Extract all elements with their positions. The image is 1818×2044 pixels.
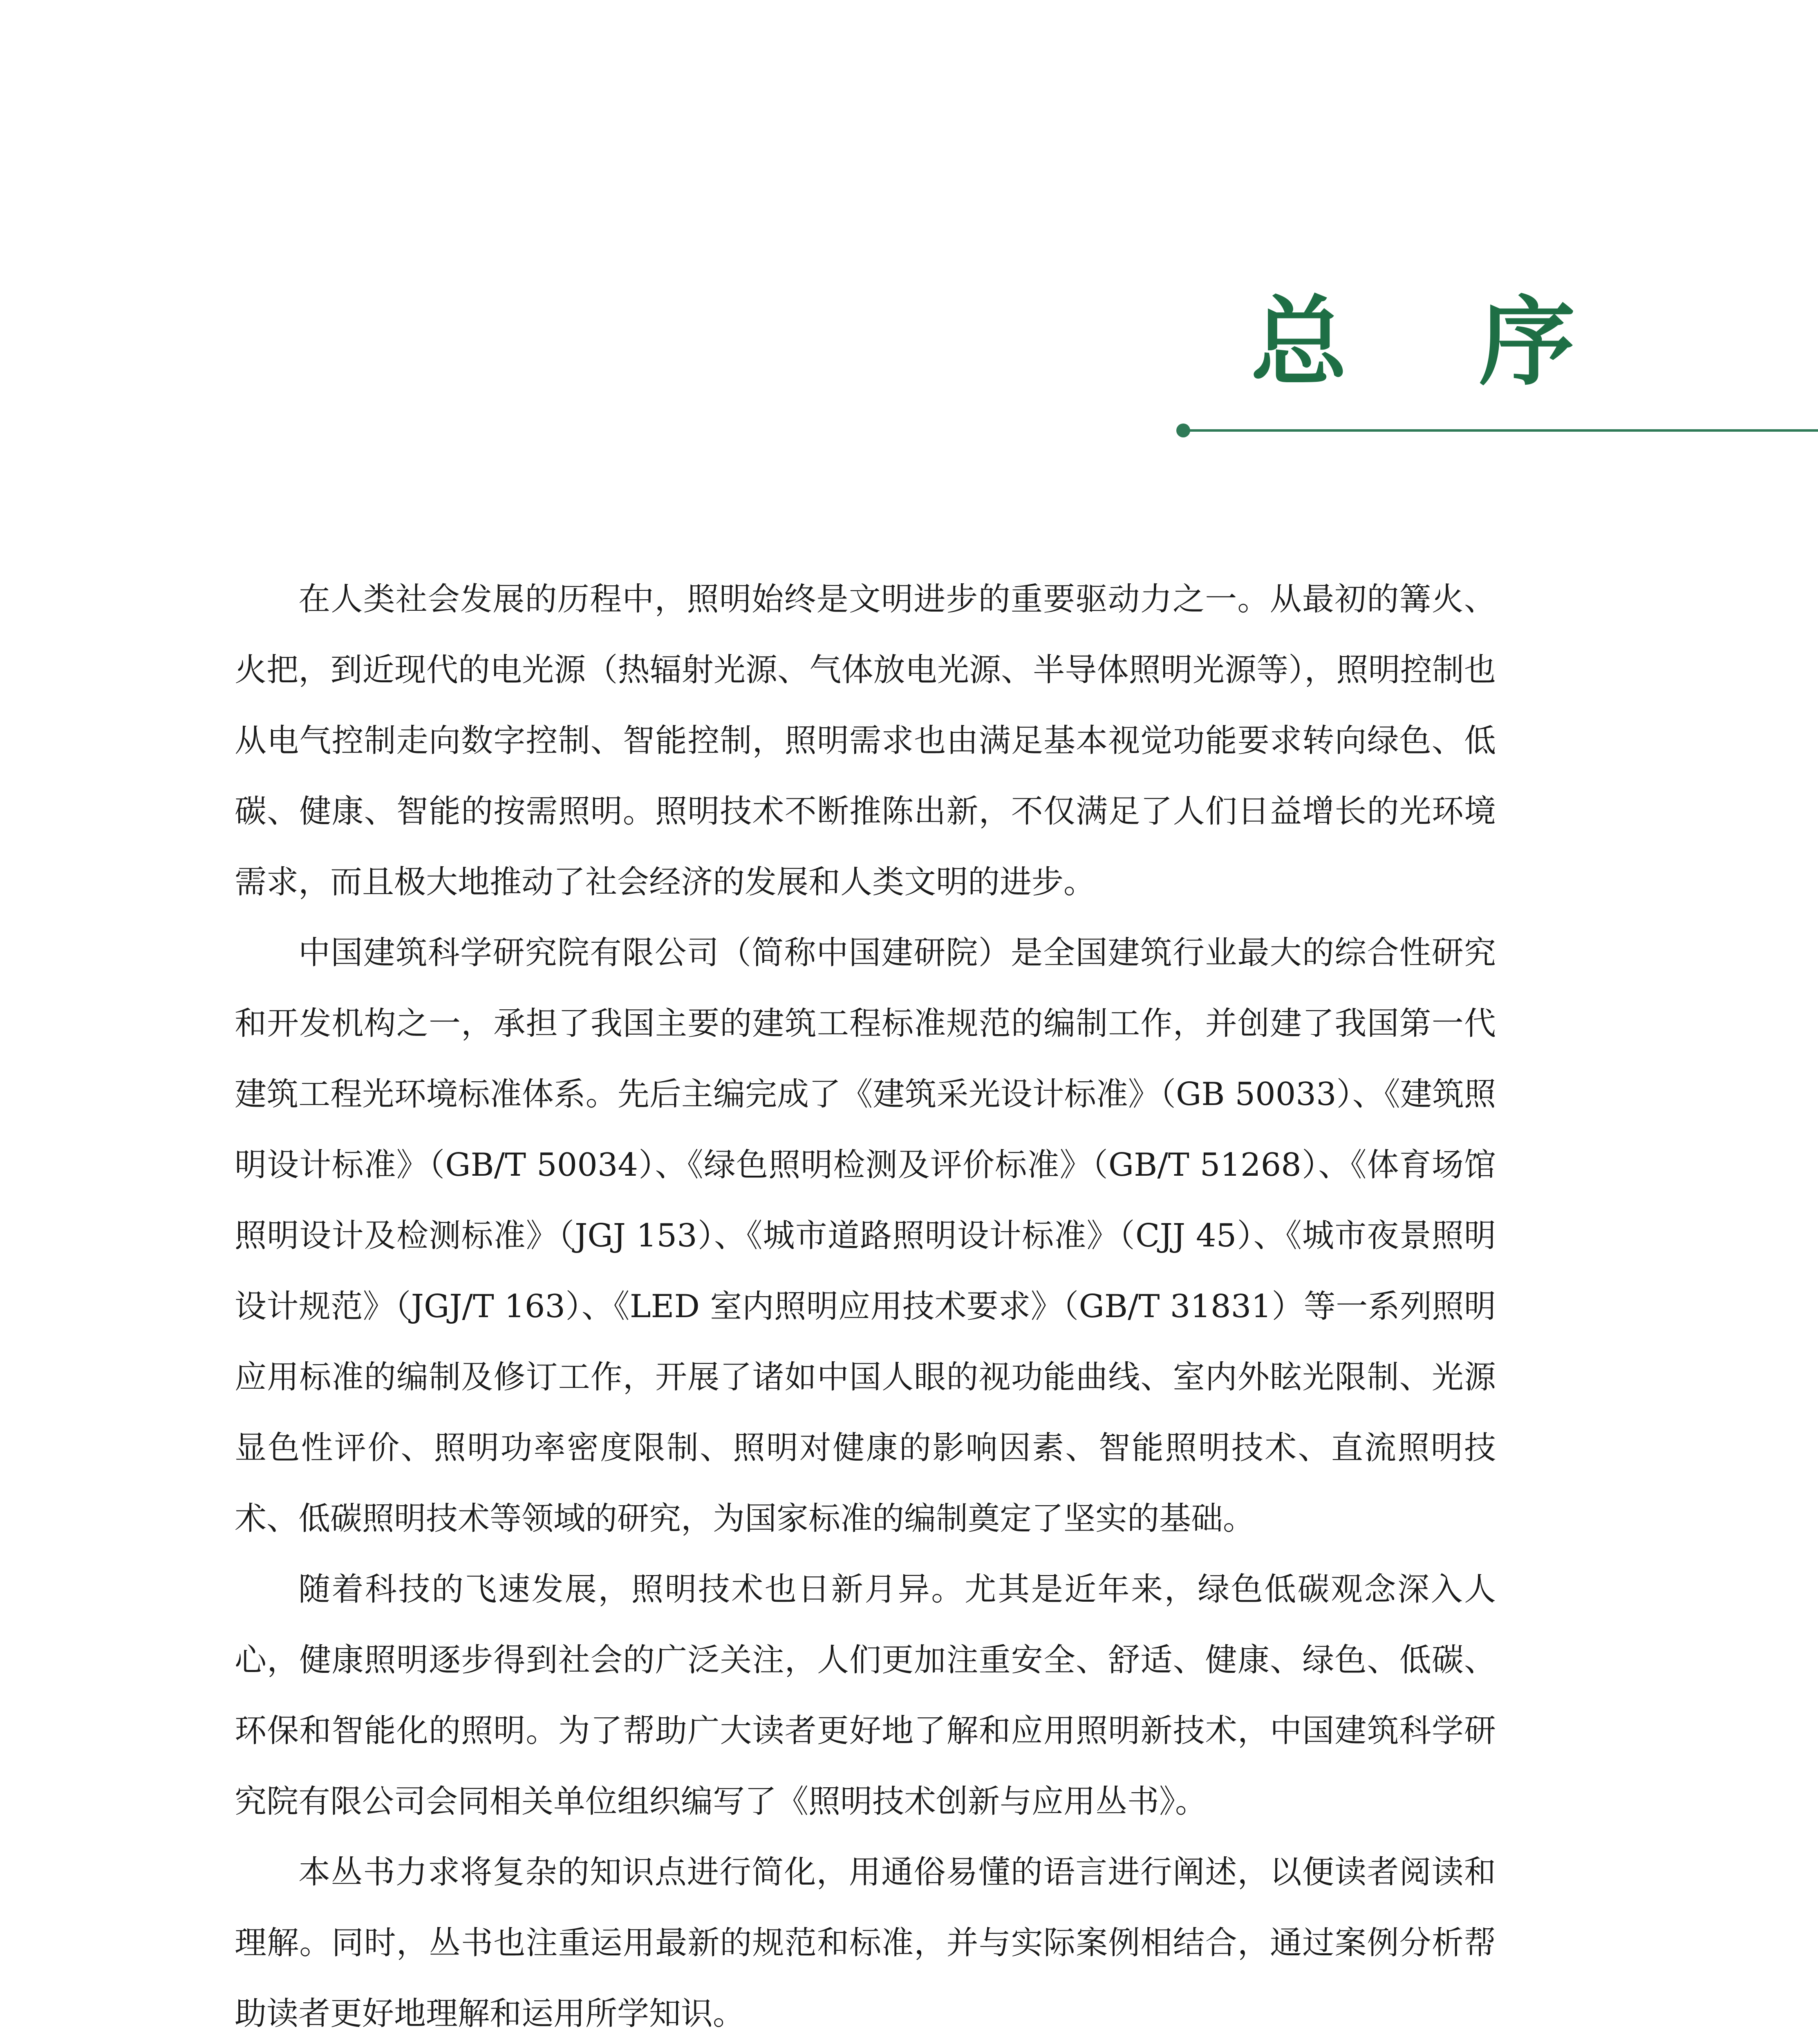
paragraph-3: 随着科技的飞速发展，照明技术也日新月异。尤其是近年来，绿色低碳观念深入人心，健康照明逐步得到社会的广泛关注，人们更加注重安全、舒适、健康、绿色、低碳、环保和智能化的照明。为了帮助广大读者更好地了解和应用照明新技术，中国建筑科学研究院有限公司会同相关单位组织编写了《照明技术创新与应用丛书》。 (235, 1571, 1496, 1820)
paragraph-1: 在人类社会发展的历程中，照明始终是文明进步的重要驱动力之一。从最初的篝火、火把，到近现代的电光源（热辐射光源、气体放电光源、半导体照明光源等），照明控制也从电气控制走向数字控制、智能控制，照明需求也由满足基本视觉功能要求转向绿色、低碳、健康、智能的按需照明。照明技术不断推陈出新，不仅满足了人们日益增长的光环境需求，而且极大地推动了社会经济的发展和人类文明的进步。 (235, 581, 1496, 901)
title-underline (1184, 429, 1818, 432)
paragraph-2: 中国建筑科学研究院有限公司（简称中国建研院）是全国建筑行业最大的综合性研究和开发机构之一，承担了我国主要的建筑工程标准规范的编制工作，并创建了我国第一代建筑工程光环境标准体系。先后主编完成了《建筑采光设计标准》（GB 50033）、《建筑照明设计标准》（GB/T 50034）、《绿色照明检测及评价标准》（GB/T 51268）、《体育场馆照明设计及检测标准》（JGJ 153）、《城市道路照明设计标准》（CJJ 45）、《城市夜景照明设计规范》（JGJ/T 163）、《LED 室内照明应用技术要求》（GB/T 31831）等一系列照明应用标准的编制及修订工作，开展了诸如中国人眼的视功能曲线、室内外眩光限制、光源显色性评价、照明功率密度限制、照明对健康的影响因素、智能照明技术、直流照明技术、低碳照明技术等领域的研究，为国家标准的编制奠定了坚实的基础。 (235, 935, 1496, 1537)
body-text (235, 564, 1496, 2044)
paragraph-4: 本丛书力求将复杂的知识点进行简化，用通俗易懂的语言进行阐述，以便读者阅读和理解。同时，丛书也注重运用最新的规范和标准，并与实际案例相结合，通过案例分析帮助读者更好地理解和运用所学知识。 (235, 1854, 1496, 2032)
title-underline-dot (1176, 424, 1190, 437)
page-title: 总 序 (1251, 286, 1625, 399)
